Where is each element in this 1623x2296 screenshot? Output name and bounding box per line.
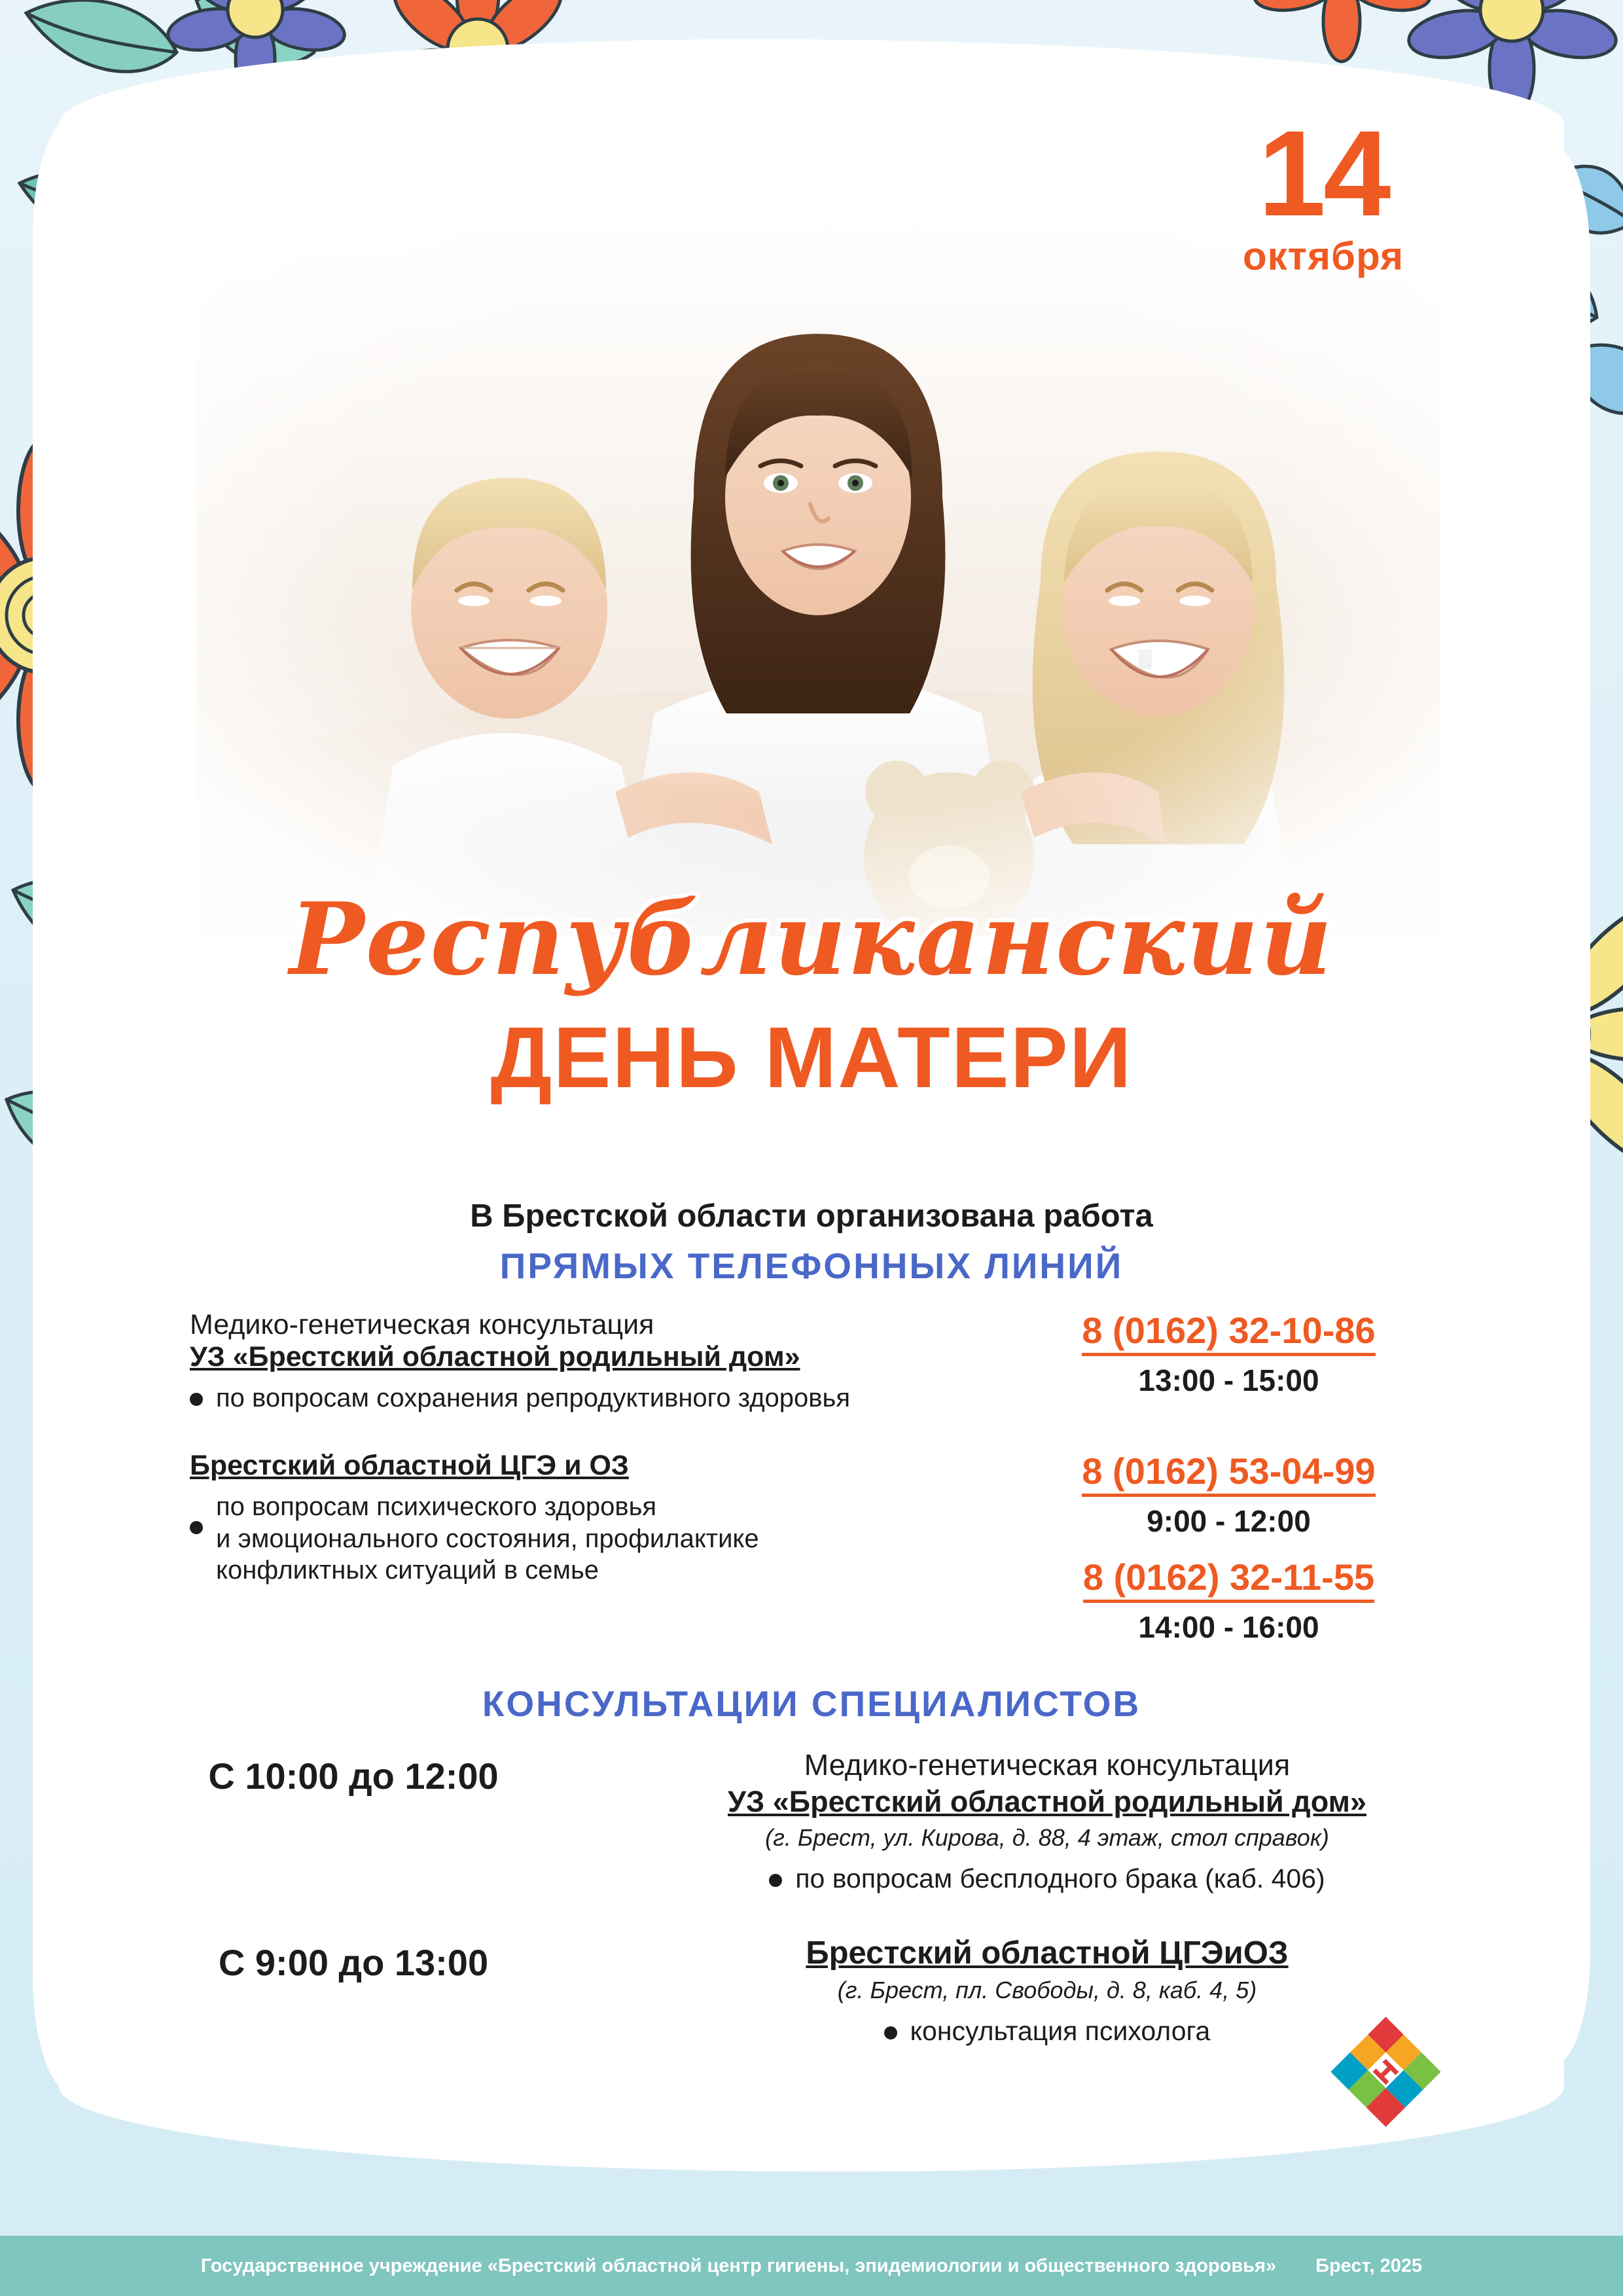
consultation-1-line-1: Медико-генетическая консультация [804,1748,1291,1782]
footer-city-year: Брест, 2025 [1315,2255,1423,2276]
hotline-2-bullet-row [190,1491,952,1587]
consultation-2-line-2: Брестский областной ЦГЭиОЗ [806,1935,1289,1971]
intro-line-2: ПРЯМЫХ ТЕЛЕФОННЫХ ЛИНИЙ [499,1246,1124,1286]
footer-bar [0,2236,1623,2296]
consultation-1-line-2: УЗ «Брестский областной родильный дом» [728,1784,1366,1818]
consultations-heading: КОНСУЛЬТАЦИИ СПЕЦИАЛИСТОВ [482,1683,1141,1724]
hotline-1-time-1: 13:00 - 15:00 [1138,1363,1319,1397]
bullet-dot-icon [190,1521,203,1534]
bullet-dot-icon [769,1874,782,1887]
consultation-1-time: С 10:00 до 12:00 [208,1755,499,1797]
hotline-block-2 [118,1450,1505,1645]
consultation-1-bullet: по вопросам бесплодного брака (каб. 406) [795,1863,1325,1893]
hotline-2-bullet-2: и эмоционального состояния, профилактике [216,1524,759,1553]
hotline-1-bullet-row [190,1382,952,1414]
hotline-1-org-line-2: УЗ «Брестский областной родильный дом» [190,1341,800,1372]
hotline-block-1 [118,1309,1505,1414]
belarus-ornament-logo [1329,2015,1443,2129]
poster-title-script: Республиканский [289,880,1334,997]
consultation-item-1 [118,1748,1505,1894]
hotline-2-phone-2[interactable]: 8 (0162) 32-11-55 [1083,1556,1374,1603]
footer-organization: Государственное учреждение «Брестский областной центр гигиены, эпидемиологии и общественного здоровья» [200,2255,1277,2276]
hotline-1-bullet-1: по вопросам сохранения репродуктивного здоровья [216,1384,851,1412]
hotline-2-phone-1[interactable]: 8 (0162) 53-04-99 [1082,1450,1375,1497]
poster-title-main: ДЕНЬ МАТЕРИ [490,1009,1133,1105]
hotline-2-bullet-1: по вопросам психического здоровья [216,1492,657,1521]
hotline-2-bullet-3: конфликтных ситуаций в семье [216,1556,599,1585]
consultation-2-time: С 9:00 до 13:00 [218,1941,489,1983]
consultation-1-bullet-row [589,1863,1505,1894]
consultation-1-address: (г. Брест, ул. Кирова, д. 88, 4 этаж, стол справок) [765,1823,1329,1851]
bullet-dot-icon [884,2026,897,2039]
hotline-2-org-line-2: Брестский областной ЦГЭ и ОЗ [190,1449,629,1481]
intro-line-1: В Брестской области организована работа [470,1198,1153,1234]
bullet-dot-icon [190,1393,203,1406]
event-date [1242,106,1404,279]
hotline-1-phone-1[interactable]: 8 (0162) 32-10-86 [1082,1309,1375,1356]
consultation-2-address: (г. Брест, пл. Свободы, д. 8, каб. 4, 5) [837,1976,1257,2003]
hotline-1-org-line-1: Медико-генетическая консультация [190,1309,654,1340]
poster-content [118,1198,1505,2047]
hotline-2-time-1: 9:00 - 12:00 [1147,1503,1311,1538]
hotline-2-time-2: 14:00 - 16:00 [1138,1609,1319,1644]
event-date-day: 14 [1258,106,1389,242]
consultation-2-bullet: консультация психолога [910,2015,1211,2046]
consultation-item-2 [118,1935,1505,2047]
mother-with-two-children-photo [196,216,1440,936]
event-date-month: октября [1242,234,1404,279]
